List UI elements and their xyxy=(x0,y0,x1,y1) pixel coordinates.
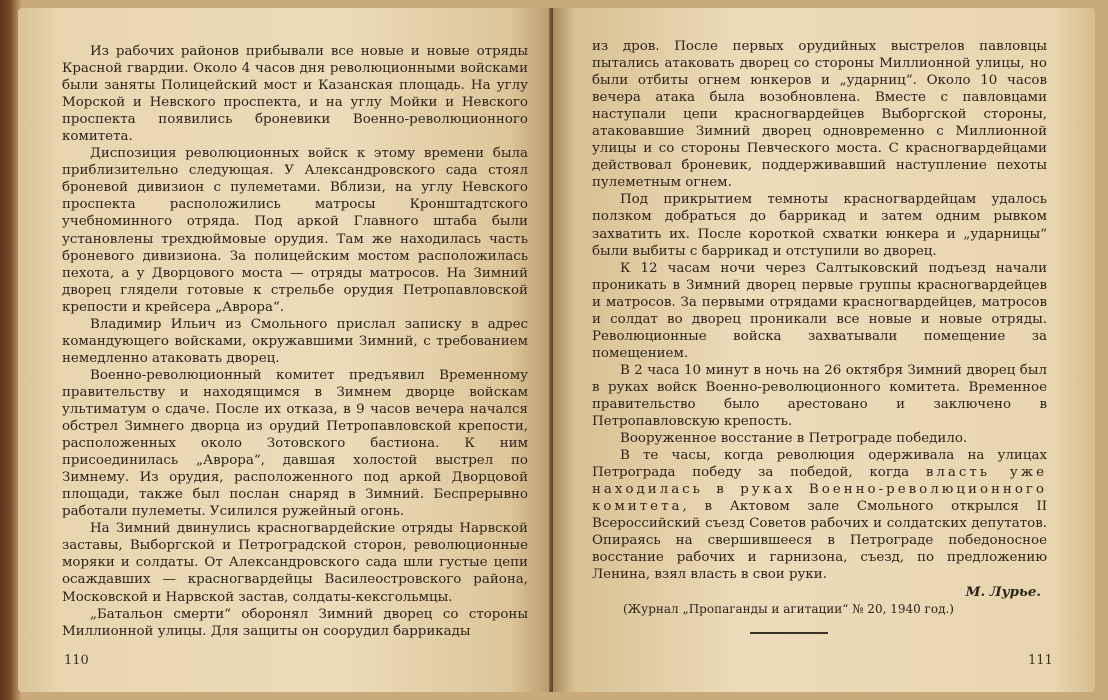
closing-rule xyxy=(750,632,828,634)
paragraph: К 12 часам ночи через Салтыковский подъезд начали проникать в Зимний дворец первые группы красногвардейцев и матросов. За первыми отрядами красногвардейцев, матросов и солдат во дворец проникали все новые и новые отряды. Революционные войска захватывали помещение за помещением. xyxy=(592,260,1047,361)
paragraph: Владимир Ильич из Смольного прислал записку в адрес командующего войсками, окружавшими Зимний, с требованием немедленно атаковать дворец. xyxy=(62,316,528,366)
left-page-text xyxy=(62,43,528,640)
paragraph: В 2 часа 10 минут в ночь на 26 октября Зимний дворец был в руках войск Военно-революционного комитета. Временное правительство было арестовано и заключено в Петропавловскую крепость. xyxy=(592,362,1047,430)
paragraph-final xyxy=(592,447,1047,583)
paragraph: Из рабочих районов прибывали все новые и новые отряды Красной гвардии. Около 4 часов дня революционными войсками были заняты Полицейский мост и Казанская площадь. На углу Морской и Невского проспекта, и на углу Мойки и Невского проспекта появились броневики Военно-революционного комитета. xyxy=(62,44,528,145)
page-number-left: 110 xyxy=(64,653,89,668)
page-number-right: 111 xyxy=(1028,653,1053,668)
final-text-spaced: власть уже находилась в руках Военно-революционного комитета xyxy=(592,465,1048,515)
left-page xyxy=(18,8,553,692)
paragraph: Вооруженное восстание в Петрограде победило. xyxy=(620,431,968,447)
paragraph: Под прикрытием темноты красногвардейцам удалось ползком добраться до баррикад и затем одним рывком захватить их. После короткой схватки юнкера и „ударницы“ были выбиты с баррикад и отступили во дворец. xyxy=(592,192,1047,259)
source-citation: (Журнал „Пропаганды и агитации“ № 20, 1940 год.) xyxy=(623,601,954,616)
final-text-before: В те часы, когда революция одерживала на улицах Петрограда победу за победой, когда xyxy=(592,448,1047,481)
right-page-text xyxy=(592,38,1047,634)
paragraph: Диспозиция революционных войск к этому времени была приблизительно следующая. У Александровского сада стоял броневой дивизион с пулеметами. Вблизи, на углу Невского проспекта расположились матросы Кронштадтского учебноминного отряда. Под аркой Главного штаба были установлены трехдюймовые орудия. Там же находилась часть броневого дивизиона. За полицейским мостом расположилась пехота, а у Дворцового моста — отряды матросов. На Зимний дворец глядели готовые к стрельбе орудия Петропавловской крепости и крейсера „Аврора“. xyxy=(62,146,528,315)
right-page xyxy=(553,8,1095,692)
paragraph: Военно-революционный комитет предъявил Временному правительству и находящимся в Зимнем дворце войскам ультиматум о сдаче. После их отказа, в 9 часов вечера начался обстрел Зимнего дворца из орудий Петропавловской крепости, расположенных около Зотовского бастиона. К ним присоединилась „Аврора“, давшая холостой выстрел по Зимнему. Из орудия, расположенного под аркой Дворцовой площади, также был послан снаряд в Зимний. Беспрерывно работали пулеметы. Усилился ружейный огонь. xyxy=(62,367,528,520)
paragraph-continuation: из дров. После первых орудийных выстрелов павловцы пытались атаковать дворец со стороны Миллионной улицы, но были отбиты огнем юнкеров и „ударниц“. Около 10 часов вечера атака была возобновлена. Вместе с павловцами наступали цепи красногвардейцев Выборгской стороны, атаковавшие Зимний дворец одновременно с Миллионной улицы и со стороны Певческого моста. С красногвардейцами действовал броневик, поддерживавший наступление пехоты пулеметным огнем. xyxy=(592,39,1047,191)
paragraph: На Зимний двинулись красногвардейские отряды Нарвской заставы, Выборгской и Петроградской сторон, революционные моряки и солдаты. От Александровского сада шли густые цепи осаждавших — красногвардейцы Василеостровского района, Московской и Нарвской застав, солдаты-кексгольмцы. xyxy=(62,521,528,605)
author-signature: М. Лурье. xyxy=(965,583,1041,600)
final-text-after: , в Актовом зале Смольного открылся II Всероссийский съезд Советов рабочих и солдатских депутатов. Опираясь на свершившееся в Петрограде победоносное восстание рабочих и гарнизона, съезд, по предложению Ленина, взял власть в свои руки. xyxy=(592,499,1047,583)
paragraph: „Батальон смерти“ оборонял Зимний дворец со стороны Миллионной улицы. Для защиты он соорудил баррикады xyxy=(62,606,528,639)
